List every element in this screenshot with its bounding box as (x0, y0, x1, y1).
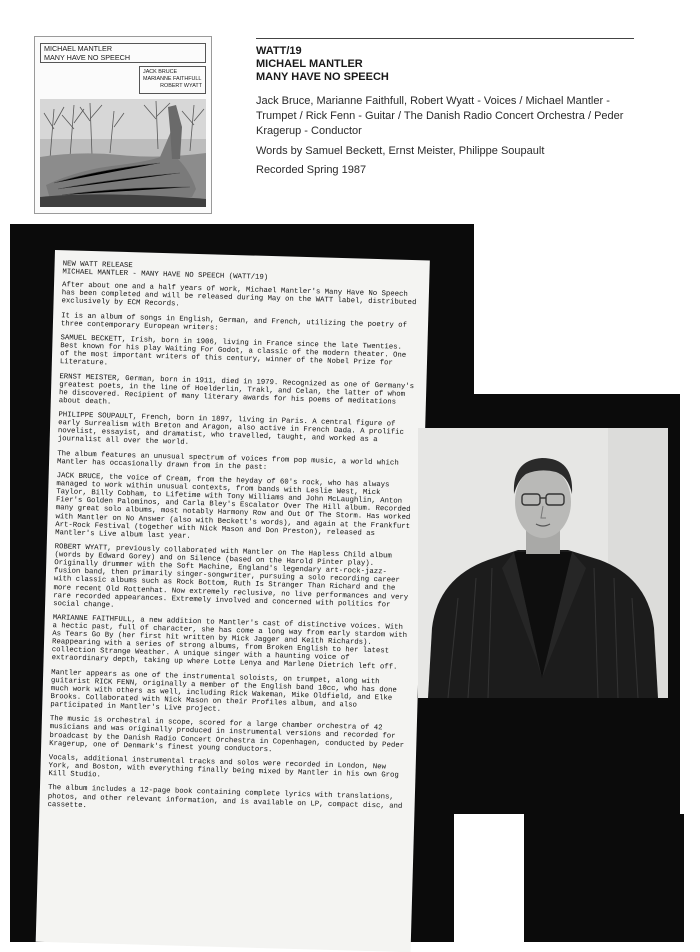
black-panel-bottom-right (524, 814, 684, 942)
artist-name: MICHAEL MANTLER (256, 58, 363, 70)
paragraph: SAMUEL BECKETT, Irish, born in 1906, living in France since the late Twenties. Best known for his play Waiting For Godot, a classic of the modern theater. One of the most important writers of this century, winner of the Nobel Prize for Literature. (59, 334, 407, 368)
press-release-sheet (36, 250, 430, 952)
paragraph: The album features an unusual spectrum of voices from pop music, a world which Mantler has occasionally drawn from in the past: (56, 449, 399, 472)
portrait-photo (418, 428, 668, 698)
paragraph: The music is orchestral in scope, scored for a large chamber orchestra of 42 musicians and was originally produced in instrumental versions and recorded for broadcast by the Danish Radio Concert Orchestra in Copenhagen, conducted by Peder Kragerup, one of Denmark's finest young conductors. (49, 715, 405, 754)
cover-title-box (40, 43, 206, 63)
press-release-heading: NEW WATT RELEASE MICHAEL MANTLER - MANY HAVE NO SPEECH (WATT/19) (62, 260, 269, 283)
paragraph: It is an album of songs in English, German, and French, utilizing the poetry of three contemporary European writers: (60, 311, 408, 333)
recording-date: Recorded Spring 1987 (256, 164, 367, 176)
divider (256, 38, 634, 39)
portrait-illustration (418, 428, 668, 698)
paragraph: ERNST MEISTER, German, born in 1911, died in 1979. Recognized as one of Germany's greatest poets, in the line of Hoelderlin, Trakl, and Celan, the latter of whom he discovered. Recipient of many literary awards for his poems of meditations about death. (58, 372, 415, 407)
black-panel-top-right (454, 224, 474, 394)
album-cover (34, 36, 212, 214)
cover-artist: MICHAEL MANTLER (44, 44, 113, 53)
cover-title: MANY HAVE NO SPEECH (44, 52, 131, 62)
catalog-number: WATT/19 (256, 45, 302, 57)
paragraph: ROBERT WYATT, previously collaborated with Mantler on The Hapless Child album (words by Edward Gorey) and on Silence (based on the Harold Pinter play). Originally drummer with the Soft Machine, England's legendary art-rock-jazz-fusion band, then primarily singer-songwriter, pursuing a solo recording career with classic albums such as Rock Bottom, Ruth Is Stranger Than Richard and the more recent Old Rottenhat. Now extremely reclusive, no live performances and very rare recorded appearances. Extremely involved and concerned with politics for social change. (53, 543, 409, 610)
personnel-credits: Jack Bruce, Marianne Faithfull, Robert Wyatt - Voices / Michael Mantler - Trumpet / Rick Fenn - Guitar / The Danish Radio Concert Orchestra / Peder Kragerup - Conductor (256, 95, 624, 137)
paragraph: After about one and a half years of work, Michael Mantler's Many Have No Speech has been completed and will be released during May on the WATT label, distributed exclusively by ECM Records. (61, 281, 417, 309)
cover-name: ROBERT WYATT (160, 83, 202, 89)
paragraph: Vocals, additional instrumental tracks and solos were recorded in London, New York, and Boston, with everything finally being mixed by Mantler in his own Grog Kill Studio. (48, 753, 399, 780)
words-credit: Words by Samuel Beckett, Ernst Meister, Philippe Soupault (256, 145, 545, 157)
paragraph: MARIANNE FAITHFULL, a new addition to Mantler's cast of distinctive voices. With a hectic past, full of character, she has come a long way from early stardom with As Tears Go By (her first hit written by Mick Jagger and Keith Richards). Reappearing with a series of strong albums, from Broken English to her latest collection Strange Weather. A unique singer with a haunting voice of extraordinary depth, taking up where Lotte Lenya and Marlene Dietrich left off. (51, 614, 408, 673)
album-title: MANY HAVE NO SPEECH (256, 71, 389, 83)
press-release-text (39, 250, 429, 819)
paragraph: PHILIPPE SOUPAULT, French, born in 1897, living in Paris. A central figure of early Surrealism with Breton and Aragon, also active in French Dada. A prolific novelist, essayist, and dramatist, who travelled, taught, and worked as a journalist all over the world. (57, 411, 405, 448)
cover-names-box (139, 66, 206, 94)
cover-tree-photo (40, 99, 206, 207)
cover-name: JACK BRUCE (143, 69, 178, 75)
paragraph: The album includes a 12-page book containing complete lyrics with translations, photos, and other relevant information, and is available on LP, compact disc, and cassette. (47, 784, 403, 811)
release-info (256, 45, 648, 178)
paragraph: Mantler appears as one of the instrumental soloists, on trumpet, along with guitarist RICK FENN, originally a member of the English band 10cc, who has done much work with others as well, including Rick Wakeman, Mike Oldfield, and Elke Brooks. Collaborated with Nick Mason on their Profiles album, and also participated in Mantler's Live project. (50, 668, 397, 714)
cover-name: MARIANNE FAITHFULL (143, 76, 202, 82)
paragraph: JACK BRUCE, the voice of Cream, from the heyday of 60's rock, who has always managed to work within unusual contexts, from bands with Leslie West, Mick Taylor, Billy Cobham, to Lifetime with Tony Williams and John McLaughlin, Anton Fier's Golden Palominos, and Carla Bley's Escalator Over The Hill album. Recorded many great solo albums, most notably Harmony Row and Out Of The Storm. Has worked with Mantler on No Answer (also with Beckett's words), and again at the Frankfurt Art-Rock Festival (together with Nick Mason and Don Preston), released as Mantler's Live album last year. (54, 472, 411, 541)
